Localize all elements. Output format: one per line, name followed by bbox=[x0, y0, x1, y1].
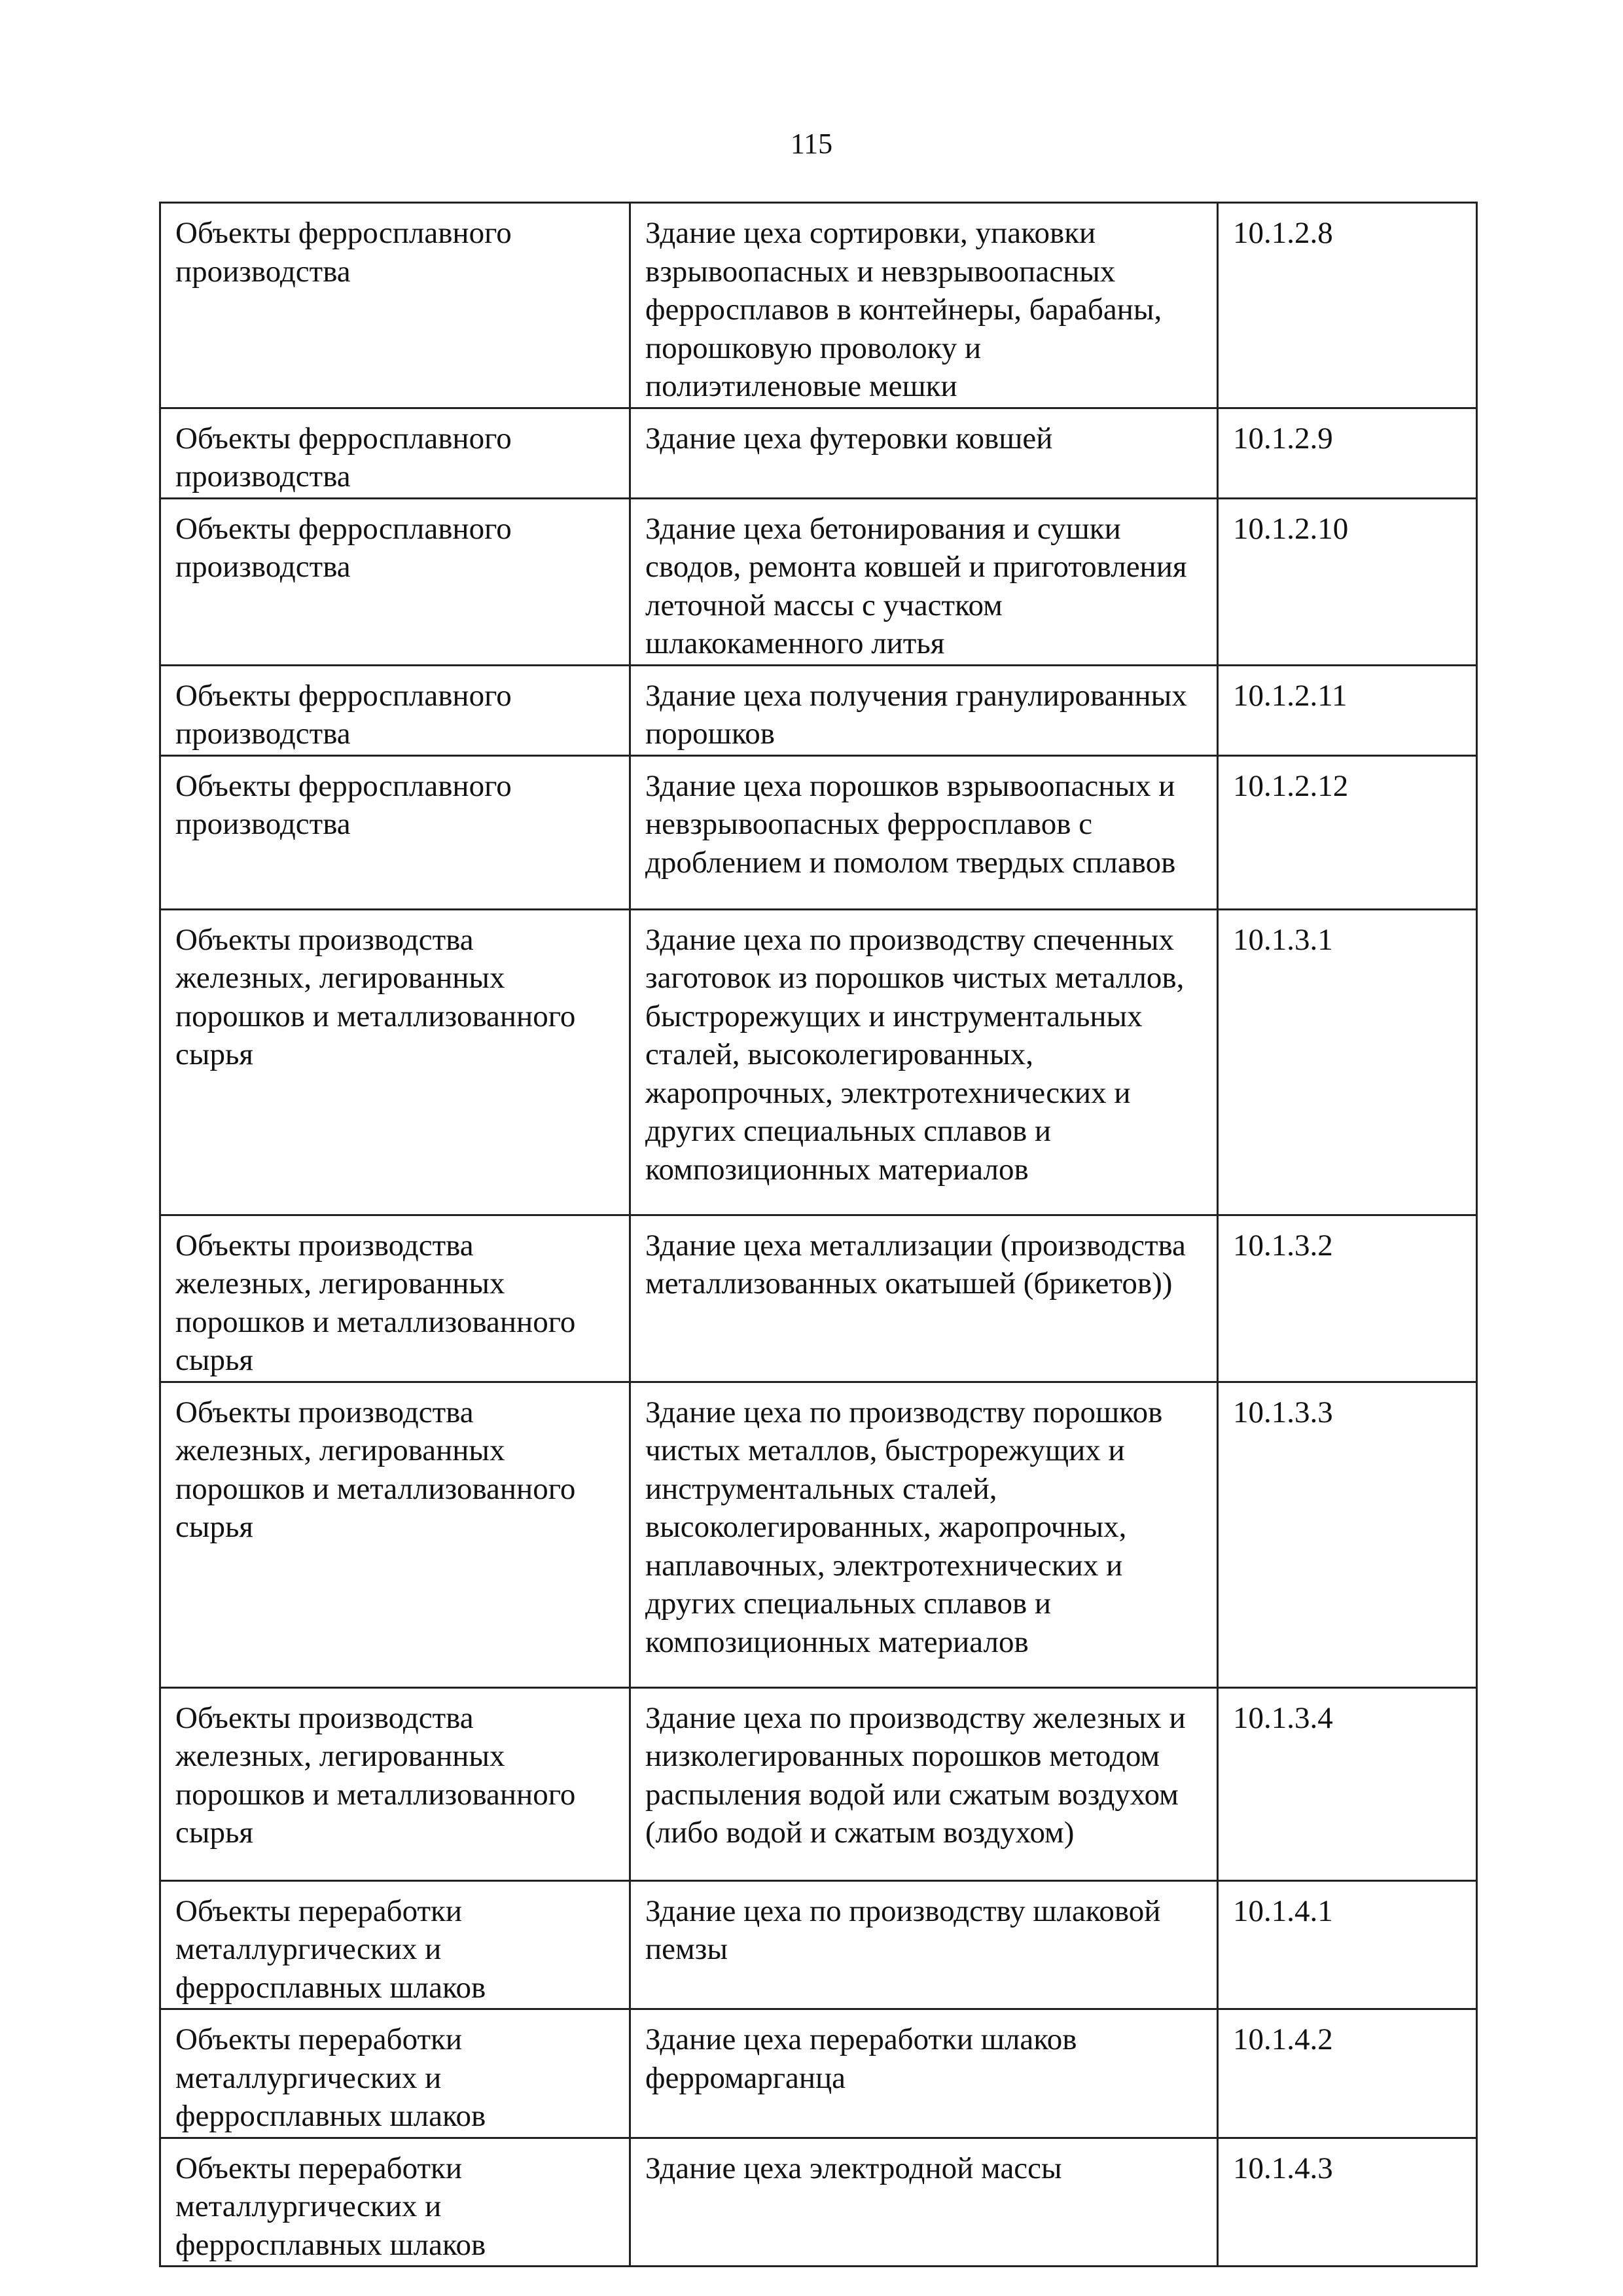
building-cell: Здание цеха по производству шлаковой пемзы bbox=[630, 1880, 1218, 2009]
object-cell: Объекты производства железных, легированных порошков и металлизованного сырья bbox=[160, 1382, 630, 1687]
code-cell: 10.1.3.4 bbox=[1218, 1687, 1477, 1880]
code-cell: 10.1.4.2 bbox=[1218, 2009, 1477, 2138]
object-cell: Объекты ферросплавного производства bbox=[160, 203, 630, 408]
table-row bbox=[160, 498, 1477, 665]
page-number: 115 bbox=[790, 128, 833, 160]
building-cell: Здание цеха бетонирования и сушки сводов, ремонта ковшей и приготовления леточной массы с участком шлакокаменного литья bbox=[630, 498, 1218, 665]
code-cell: 10.1.3.2 bbox=[1218, 1215, 1477, 1382]
object-cell: Объекты ферросплавного производства bbox=[160, 408, 630, 498]
code-cell: 10.1.4.1 bbox=[1218, 1880, 1477, 2009]
object-cell: Объекты производства железных, легированных порошков и металлизованного сырья bbox=[160, 1215, 630, 1382]
code-cell: 10.1.2.9 bbox=[1218, 408, 1477, 498]
building-cell: Здание цеха металлизации (производства металлизованных окатышей (брикетов)) bbox=[630, 1215, 1218, 1382]
object-cell: Объекты производства железных, легированных порошков и металлизованного сырья bbox=[160, 909, 630, 1215]
building-cell: Здание цеха футеровки ковшей bbox=[630, 408, 1218, 498]
building-cell: Здание цеха по производству спеченных заготовок из порошков чистых металлов, быстрорежущих и инструментальных сталей, высоколегированных, жаропрочных, электротехнических и других специальных сплавов и композиционных материалов bbox=[630, 909, 1218, 1215]
code-cell: 10.1.2.12 bbox=[1218, 755, 1477, 909]
table-row bbox=[160, 2138, 1477, 2267]
code-cell: 10.1.3.1 bbox=[1218, 909, 1477, 1215]
object-cell: Объекты переработки металлургических и ферросплавных шлаков bbox=[160, 2138, 630, 2267]
code-cell: 10.1.2.8 bbox=[1218, 203, 1477, 408]
object-cell: Объекты ферросплавного производства bbox=[160, 755, 630, 909]
table-row bbox=[160, 203, 1477, 408]
object-cell: Объекты переработки металлургических и ферросплавных шлаков bbox=[160, 1880, 630, 2009]
object-cell: Объекты ферросплавного производства bbox=[160, 498, 630, 665]
table-row bbox=[160, 1880, 1477, 2009]
code-cell: 10.1.3.3 bbox=[1218, 1382, 1477, 1687]
table-row bbox=[160, 755, 1477, 909]
table-row bbox=[160, 909, 1477, 1215]
building-cell: Здание цеха порошков взрывоопасных и невзрывоопасных ферросплавов с дроблением и помолом твердых сплавов bbox=[630, 755, 1218, 909]
object-cell: Объекты переработки металлургических и ферросплавных шлаков bbox=[160, 2009, 630, 2138]
code-cell: 10.1.2.10 bbox=[1218, 498, 1477, 665]
building-cell: Здание цеха по производству порошков чистых металлов, быстрорежущих и инструментальных сталей, высоколегированных, жаропрочных, наплавочных, электротехнических и других специальных сплавов и композиционных материалов bbox=[630, 1382, 1218, 1687]
table-row bbox=[160, 2009, 1477, 2138]
table-row bbox=[160, 1382, 1477, 1687]
building-cell: Здание цеха сортировки, упаковки взрывоопасных и невзрывоопасных ферросплавов в контейнеры, барабаны, порошковую проволоку и полиэтиленовые мешки bbox=[630, 203, 1218, 408]
building-cell: Здание цеха электродной массы bbox=[630, 2138, 1218, 2267]
code-cell: 10.1.2.11 bbox=[1218, 665, 1477, 755]
table-row bbox=[160, 408, 1477, 498]
code-cell: 10.1.4.3 bbox=[1218, 2138, 1477, 2267]
object-cell: Объекты производства железных, легированных порошков и металлизованного сырья bbox=[160, 1687, 630, 1880]
table-row bbox=[160, 1215, 1477, 1382]
building-cell: Здание цеха по производству железных и низколегированных порошков методом распыления водой или сжатым воздухом (либо водой и сжатым воздухом) bbox=[630, 1687, 1218, 1880]
building-cell: Здание цеха переработки шлаков ферромарганца bbox=[630, 2009, 1218, 2138]
object-cell: Объекты ферросплавного производства bbox=[160, 665, 630, 755]
building-cell: Здание цеха получения гранулированных порошков bbox=[630, 665, 1218, 755]
table-row bbox=[160, 665, 1477, 755]
objects-table bbox=[159, 202, 1478, 2267]
table-row bbox=[160, 1687, 1477, 1880]
